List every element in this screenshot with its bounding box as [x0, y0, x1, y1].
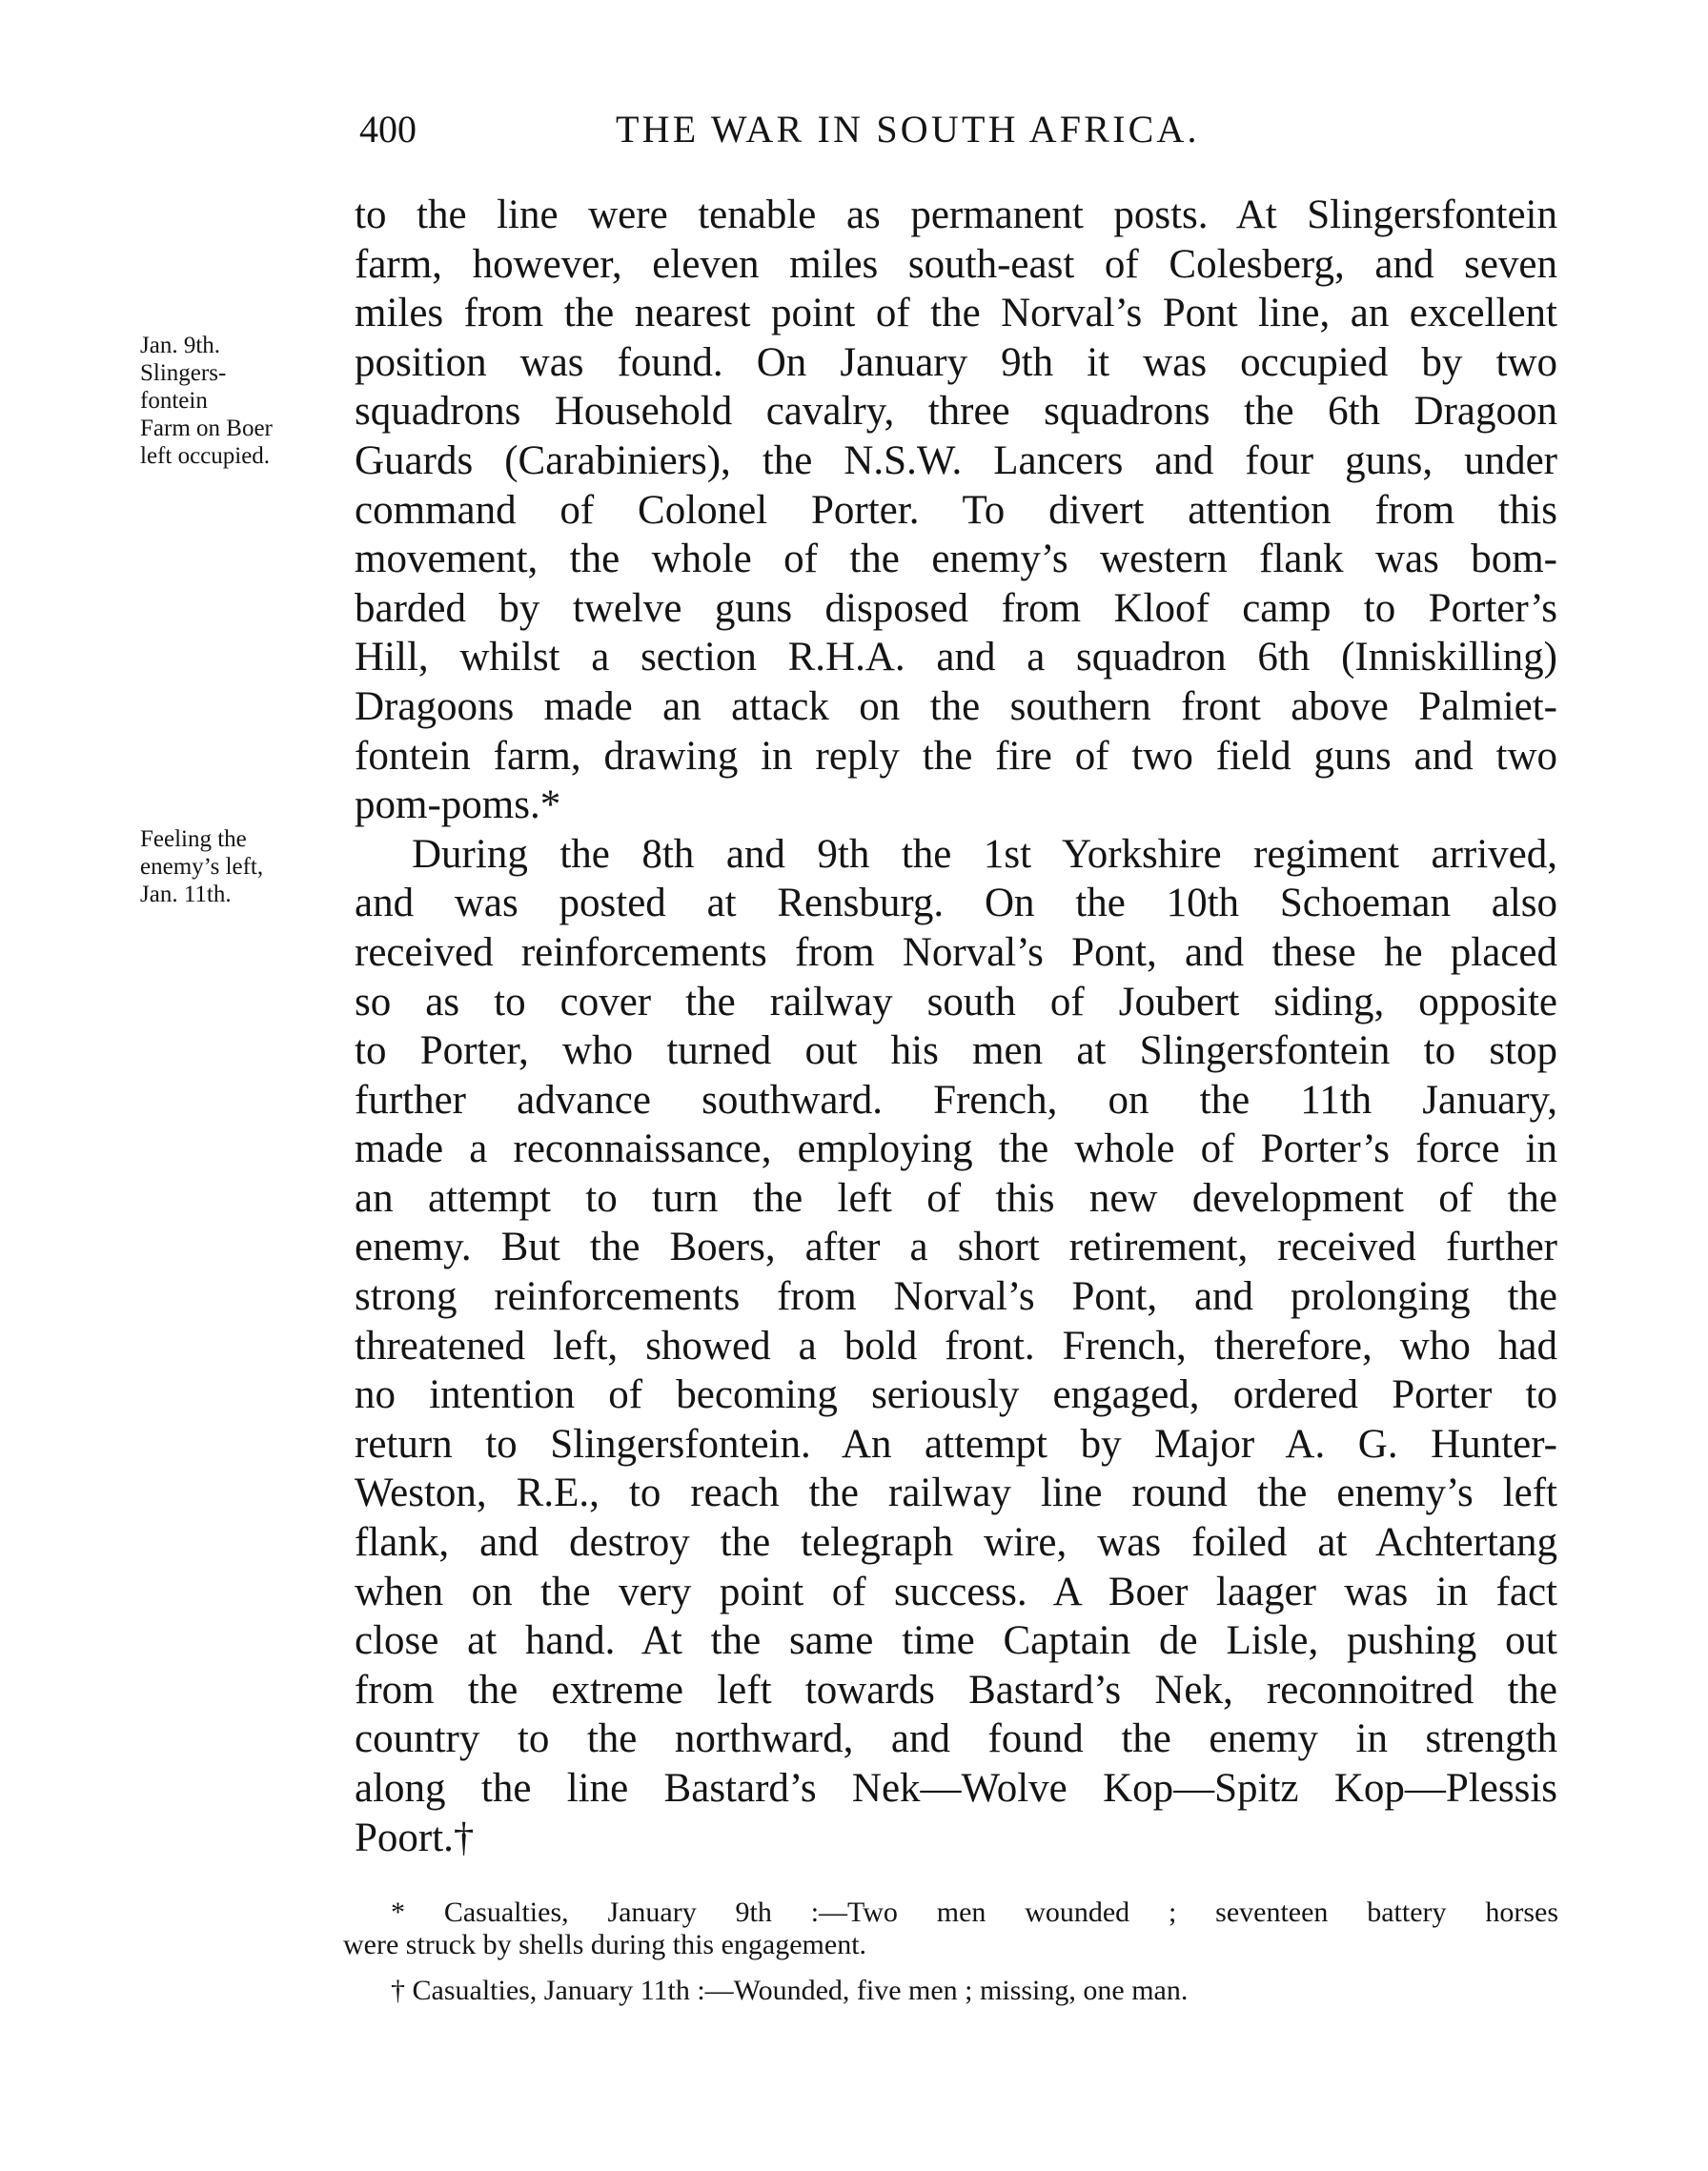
text-line: barded by twelve guns disposed from Kloof camp to Porter’s [355, 585, 1557, 631]
text-line: and was posted at Rensburg. On the 10th Schoeman also [355, 881, 1557, 926]
footnote-casualties-jan-9 [343, 1897, 1558, 1961]
text-line: strong reinforcements from Norval’s Pont, and prolonging the [355, 1274, 1557, 1320]
text-line: made a reconnaissance, employing the whole of Porter’s force in [355, 1126, 1557, 1172]
footnote-line: † Casualties, January 11th :—Wounded, five men ; missing, one man. [391, 1975, 1189, 2006]
text-line: to the line were tenable as permanent posts. At Slingersfontein [355, 193, 1557, 237]
footnote-line: were struck by shells during this engagement. [343, 1929, 867, 1960]
text-line: position was found. On January 9th it was occupied by two [355, 339, 1557, 385]
footnote-line: * Casualties, January 9th :—Two men wounded ; seventeen battery horses [391, 1897, 1558, 1928]
margin-note-line: Feeling the [140, 826, 247, 852]
margin-note-line: fontein [140, 388, 208, 414]
margin-note-feeling-enemy [140, 825, 331, 908]
text-line: fontein farm, drawing in reply the fire of two field guns and two [355, 733, 1557, 779]
running-head [0, 103, 1708, 156]
text-line: miles from the nearest point of the Norval’s Pont line, an excellent [355, 291, 1557, 336]
text-line: Guards (Carabiniers), the N.S.W. Lancers and four guns, under [355, 437, 1557, 483]
text-line: country to the northward, and found the enemy in strength [355, 1716, 1557, 1762]
text-line: movement, the whole of the enemy’s western flank was bom- [355, 537, 1557, 582]
body-text [355, 191, 1557, 1862]
text-line: Hill, whilst a section R.H.A. and a squadron 6th (Inniskilling) [355, 635, 1557, 680]
margin-note-line: Farm on Boer [140, 416, 273, 441]
footnote-casualties-jan-11 [343, 1975, 1558, 2007]
text-line: flank, and destroy the telegraph wire, was foiled at Achtertang [355, 1520, 1557, 1566]
text-line: no intention of becoming seriously engaged, ordered Porter to [355, 1372, 1557, 1418]
text-line: received reinforcements from Norval’s Pont, and these he placed [355, 929, 1557, 975]
text-line: command of Colonel Porter. To divert attention from this [355, 487, 1557, 533]
margin-note-line: Jan. 9th. [140, 333, 221, 358]
page-number: 400 [359, 108, 417, 151]
text-line: so as to cover the railway south of Joubert siding, opposite [355, 979, 1557, 1025]
text-line: further advance southward. French, on the 11th January, [355, 1077, 1557, 1123]
text-line: pom-poms.* [355, 782, 561, 828]
margin-note-line: Slingers- [140, 360, 227, 386]
text-line: when on the very point of success. A Boer laager was in fact [355, 1569, 1557, 1614]
text-line: from the extreme left towards Bastard’s Nek, reconnoitred the [355, 1667, 1557, 1713]
text-line: Weston, R.E., to reach the railway line round the enemy’s left [355, 1471, 1557, 1516]
text-line: return to Slingersfontein. An attempt by Major A. G. Hunter- [355, 1421, 1557, 1467]
text-line: threatened left, showed a bold front. French, therefore, who had [355, 1323, 1557, 1369]
footnotes [343, 1897, 1558, 2007]
margin-note-line: enemy’s left, [140, 854, 264, 880]
text-line: an attempt to turn the left of this new development of the [355, 1175, 1557, 1221]
text-line: close at hand. At the same time Captain de Lisle, pushing out [355, 1618, 1557, 1664]
margin-note-slingersfontein [140, 332, 331, 470]
text-line: Dragoons made an attack on the southern front above Palmiet- [355, 683, 1557, 729]
text-line: farm, however, eleven miles south-east of Colesberg, and seven [355, 241, 1557, 287]
running-title: THE WAR IN SOUTH AFRICA. [616, 108, 1200, 151]
text-line: squadrons Household cavalry, three squadrons the 6th Dragoon [355, 389, 1557, 435]
text-line: along the line Bastard’s Nek—Wolve Kop—Spitz Kop—Plessis [355, 1766, 1557, 1811]
text-line: Poort.† [355, 1815, 475, 1860]
margin-note-line: left occupied. [140, 443, 271, 469]
text-line: enemy. But the Boers, after a short retirement, received further [355, 1225, 1557, 1270]
margin-note-line: Jan. 11th. [140, 882, 232, 907]
text-line: to Porter, who turned out his men at Slingersfontein to stop [355, 1028, 1557, 1074]
text-line-paragraph-start: During the 8th and 9th the 1st Yorkshire regiment arrived, [412, 831, 1557, 877]
